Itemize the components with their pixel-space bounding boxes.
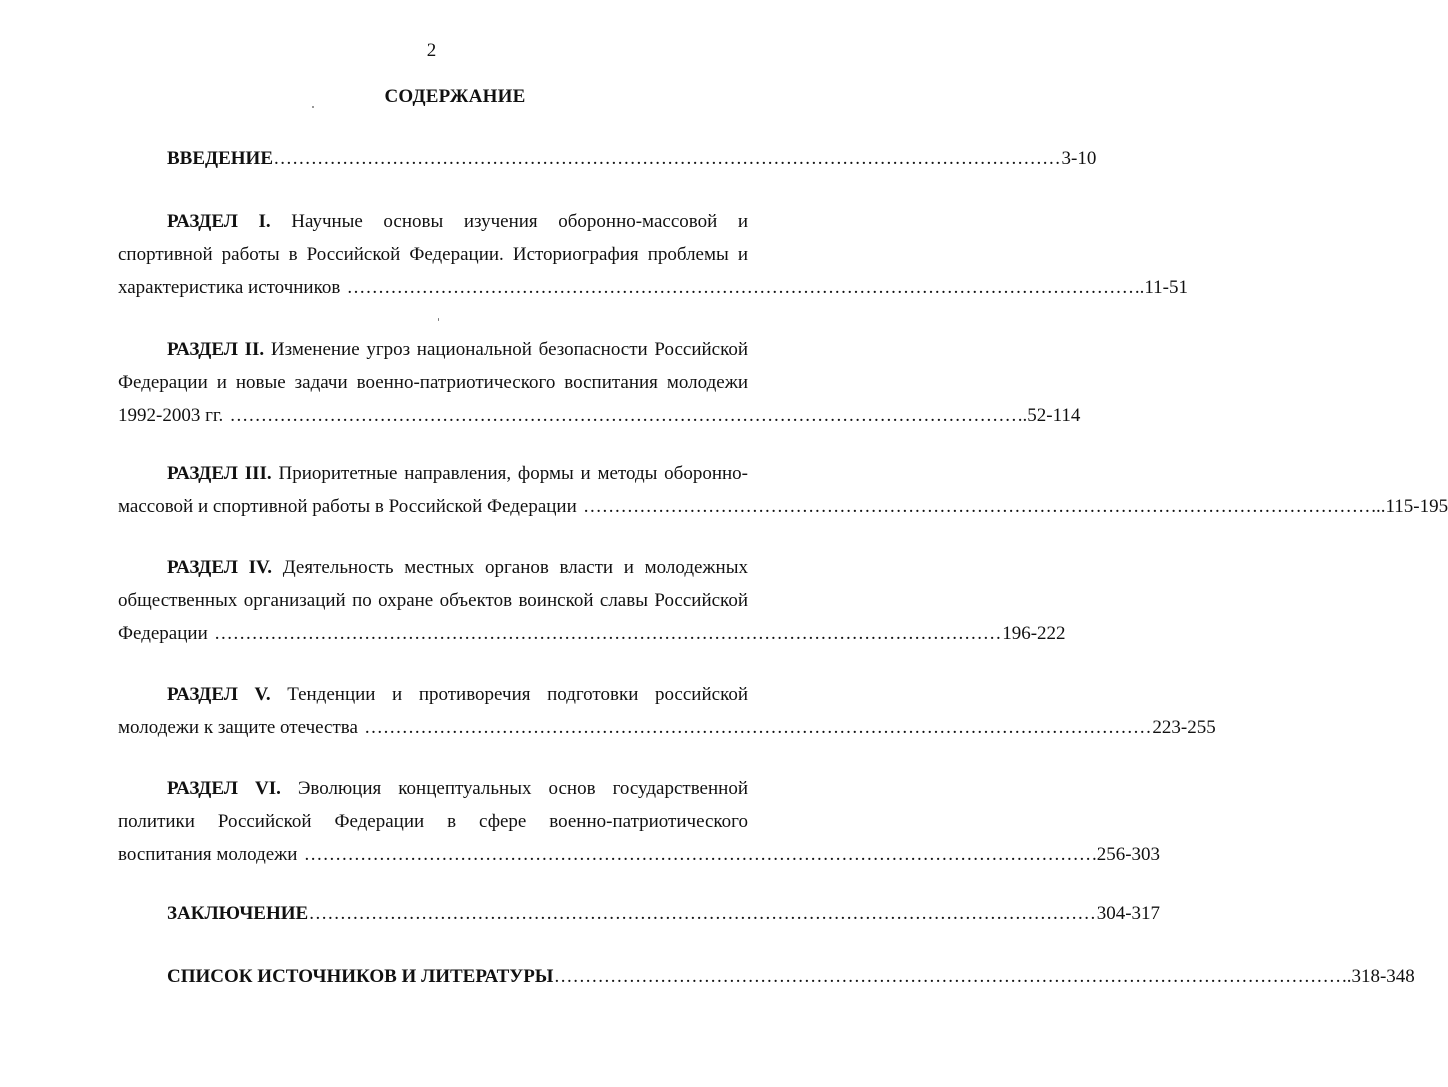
dot-leader: .............................................................................................................................. bbox=[309, 903, 1097, 924]
toc-entry-title: СПИСОК ИСТОЧНИКОВ И ЛИТЕРАТУРЫ bbox=[167, 966, 554, 987]
toc-entry-conclusion bbox=[118, 897, 1161, 930]
toc-entry-pages: 304-317 bbox=[1096, 903, 1161, 924]
toc-entry-title: ЗАКЛЮЧЕНИЕ bbox=[167, 903, 309, 924]
section-title-part: массовой и спортивной работы в Российской Федерации bbox=[118, 496, 577, 517]
toc-entry-pages: ..318-348 bbox=[1341, 966, 1415, 987]
section-title-part: Деятельность местных органов власти и молодежных bbox=[282, 557, 748, 578]
section-label: РАЗДЕЛ V. bbox=[167, 684, 271, 705]
toc-entry-line bbox=[118, 205, 748, 238]
dot-leader: .............................................................................................................................. bbox=[274, 148, 1062, 169]
toc-entry-line bbox=[118, 772, 748, 805]
toc-entry-line bbox=[118, 617, 1066, 650]
toc-entry-line: общественных организаций по охране объектов воинской славы Российской bbox=[118, 590, 748, 611]
dot-leader: .............................................................................................................................. bbox=[554, 966, 1342, 987]
section-label: РАЗДЕЛ III. bbox=[167, 463, 272, 484]
dot-leader: .............................................................................................................................. bbox=[230, 405, 1018, 426]
toc-entry-line bbox=[118, 271, 1188, 304]
toc-entry-line bbox=[118, 551, 748, 584]
toc-entry-pages: ..11-51 bbox=[1134, 277, 1188, 298]
dot-leader: .............................................................................................................................. bbox=[364, 717, 1153, 738]
toc-entry-pages: ..52-114 bbox=[1017, 405, 1081, 426]
section-label: РАЗДЕЛ IV. bbox=[167, 557, 273, 578]
section-label: РАЗДЕЛ I. bbox=[167, 211, 271, 232]
toc-entry-line: спортивной работы в Российской Федерации. Историография проблемы и bbox=[118, 244, 748, 265]
scan-speck bbox=[438, 318, 439, 321]
dot-leader: .............................................................................................................................. bbox=[304, 844, 1092, 865]
toc-entry-section-3 bbox=[118, 457, 1448, 523]
toc-entry-section-1 bbox=[118, 205, 1188, 304]
toc-entry-line bbox=[118, 838, 1161, 871]
section-title-part: 1992-2003 гг. bbox=[118, 405, 224, 426]
toc-entry-line: Федерации и новые задачи военно-патриотического воспитания молодежи bbox=[118, 372, 748, 393]
toc-entry-pages: 223-255 bbox=[1152, 717, 1216, 738]
toc-entry-section-6 bbox=[118, 772, 1161, 871]
section-title-part: Тенденции и противоречия подготовки российской bbox=[287, 684, 749, 705]
dot-leader: .............................................................................................................................. bbox=[214, 623, 1003, 644]
page-title: СОДЕРЖАНИЕ bbox=[384, 86, 526, 107]
section-title-part: молодежи к защите отечества bbox=[118, 717, 358, 738]
toc-entry-section-4 bbox=[118, 551, 1066, 650]
toc-entry-introduction bbox=[118, 142, 1097, 175]
scan-speck bbox=[312, 106, 314, 108]
section-title-part: Приоритетные направления, формы и методы оборонно- bbox=[278, 463, 748, 484]
toc-entry-pages: ...115-195 bbox=[1371, 496, 1448, 517]
toc-entry-line bbox=[118, 490, 1448, 523]
toc-entry-line bbox=[118, 678, 748, 711]
section-title-part: воспитания молодежи bbox=[118, 844, 298, 865]
toc-entry-line bbox=[118, 711, 1216, 744]
toc-entry-section-5 bbox=[118, 678, 1216, 744]
toc-entry-bibliography bbox=[118, 960, 1415, 993]
toc-entry-pages: 196-222 bbox=[1002, 623, 1066, 644]
toc-entry-line bbox=[118, 333, 748, 366]
section-title-part: Научные основы изучения оборонно-массовой и bbox=[291, 211, 749, 232]
dot-leader: .............................................................................................................................. bbox=[583, 496, 1372, 517]
toc-entry-title: ВВЕДЕНИЕ bbox=[167, 148, 273, 169]
section-title-part: Федерации bbox=[118, 623, 208, 644]
section-title-part: Эволюция концептуальных основ государственной bbox=[297, 778, 748, 799]
page-number: 2 bbox=[426, 40, 437, 61]
section-label: РАЗДЕЛ VI. bbox=[167, 778, 281, 799]
section-title-part: характеристика источников bbox=[118, 277, 341, 298]
toc-entry-pages: 3-10 bbox=[1061, 148, 1097, 169]
toc-entry-line bbox=[118, 399, 1081, 432]
dot-leader: .............................................................................................................................. bbox=[347, 277, 1135, 298]
toc-entry-line bbox=[118, 457, 748, 490]
toc-entry-pages: .256-303 bbox=[1091, 844, 1161, 865]
section-label: РАЗДЕЛ II. bbox=[167, 339, 265, 360]
toc-entry-section-2 bbox=[118, 333, 1081, 432]
toc-entry-line: политики Российской Федерации в сфере военно-патриотического bbox=[118, 811, 748, 832]
section-title-part: Изменение угроз национальной безопасности Российской bbox=[270, 339, 749, 360]
